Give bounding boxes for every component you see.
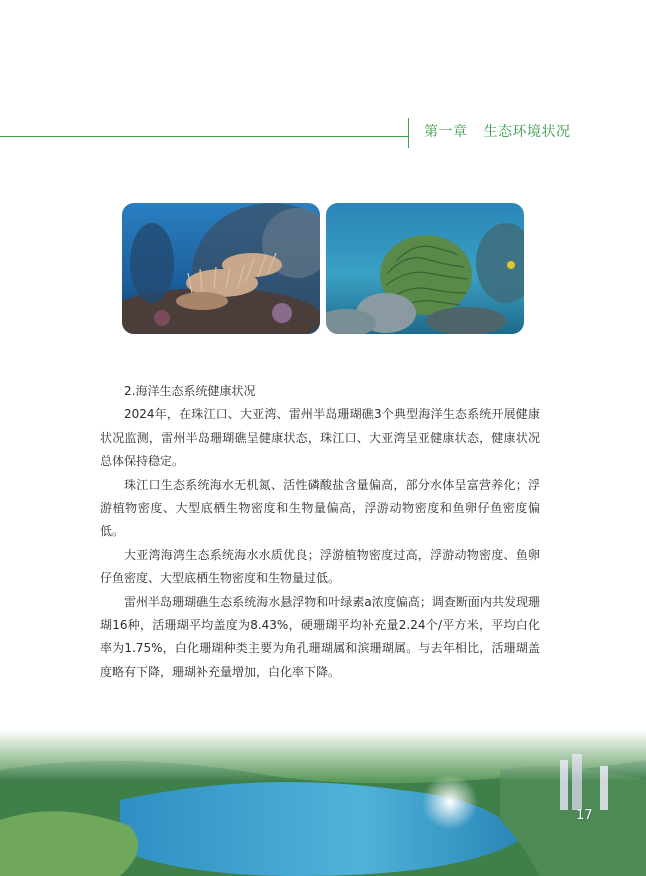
header-divider (408, 118, 409, 148)
paragraph: 2024年，在珠江口、大亚湾、雷州半岛珊瑚礁3个典型海洋生态系统开展健康状况监测，雷州半岛珊瑚礁呈健康状态，珠江口、大亚湾呈亚健康状态，健康状况总体保持稳定。 (100, 407, 540, 469)
staghorn-coral-icon (122, 203, 320, 334)
coral-reef-photo-right (326, 203, 524, 334)
chapter-number: 第一章 (424, 124, 468, 140)
paragraph: 珠江口生态系统海水无机氮、活性磷酸盐含量偏高，部分水体呈富营养化；浮游植物密度、大型底栖生物密度和生物量偏高，浮游动物密度和鱼卵仔鱼密度偏低。 (100, 477, 540, 539)
section-body (100, 380, 540, 684)
brain-coral-icon (326, 203, 524, 334)
coral-reef-photo-left (122, 203, 320, 334)
header-rule (0, 136, 408, 137)
page-number: 17 (576, 808, 593, 823)
chapter-header (424, 121, 571, 141)
coastal-landscape-image (0, 730, 646, 876)
paragraph: 雷州半岛珊瑚礁生态系统海水悬浮物和叶绿素a浓度偏高；调查断面内共发现珊瑚16种，活珊瑚平均盖度为8.43%，硬珊瑚平均补充量2.24个/平方米，平均白化率为1.75%，白化珊瑚种类主要为角孔珊瑚属和滨珊瑚属。与去年相比，活珊瑚盖度略有下降，珊瑚补充量增加，白化率下降。 (100, 594, 540, 679)
chapter-title: 生态环境状况 (483, 124, 571, 140)
bay-landscape-icon (0, 730, 646, 876)
section-heading: 2.海洋生态系统健康状况 (124, 384, 256, 398)
paragraph: 大亚湾海湾生态系统海水水质优良；浮游植物密度过高，浮游动物密度、鱼卵仔鱼密度、大型底栖生物密度和生物量过低。 (100, 547, 540, 586)
